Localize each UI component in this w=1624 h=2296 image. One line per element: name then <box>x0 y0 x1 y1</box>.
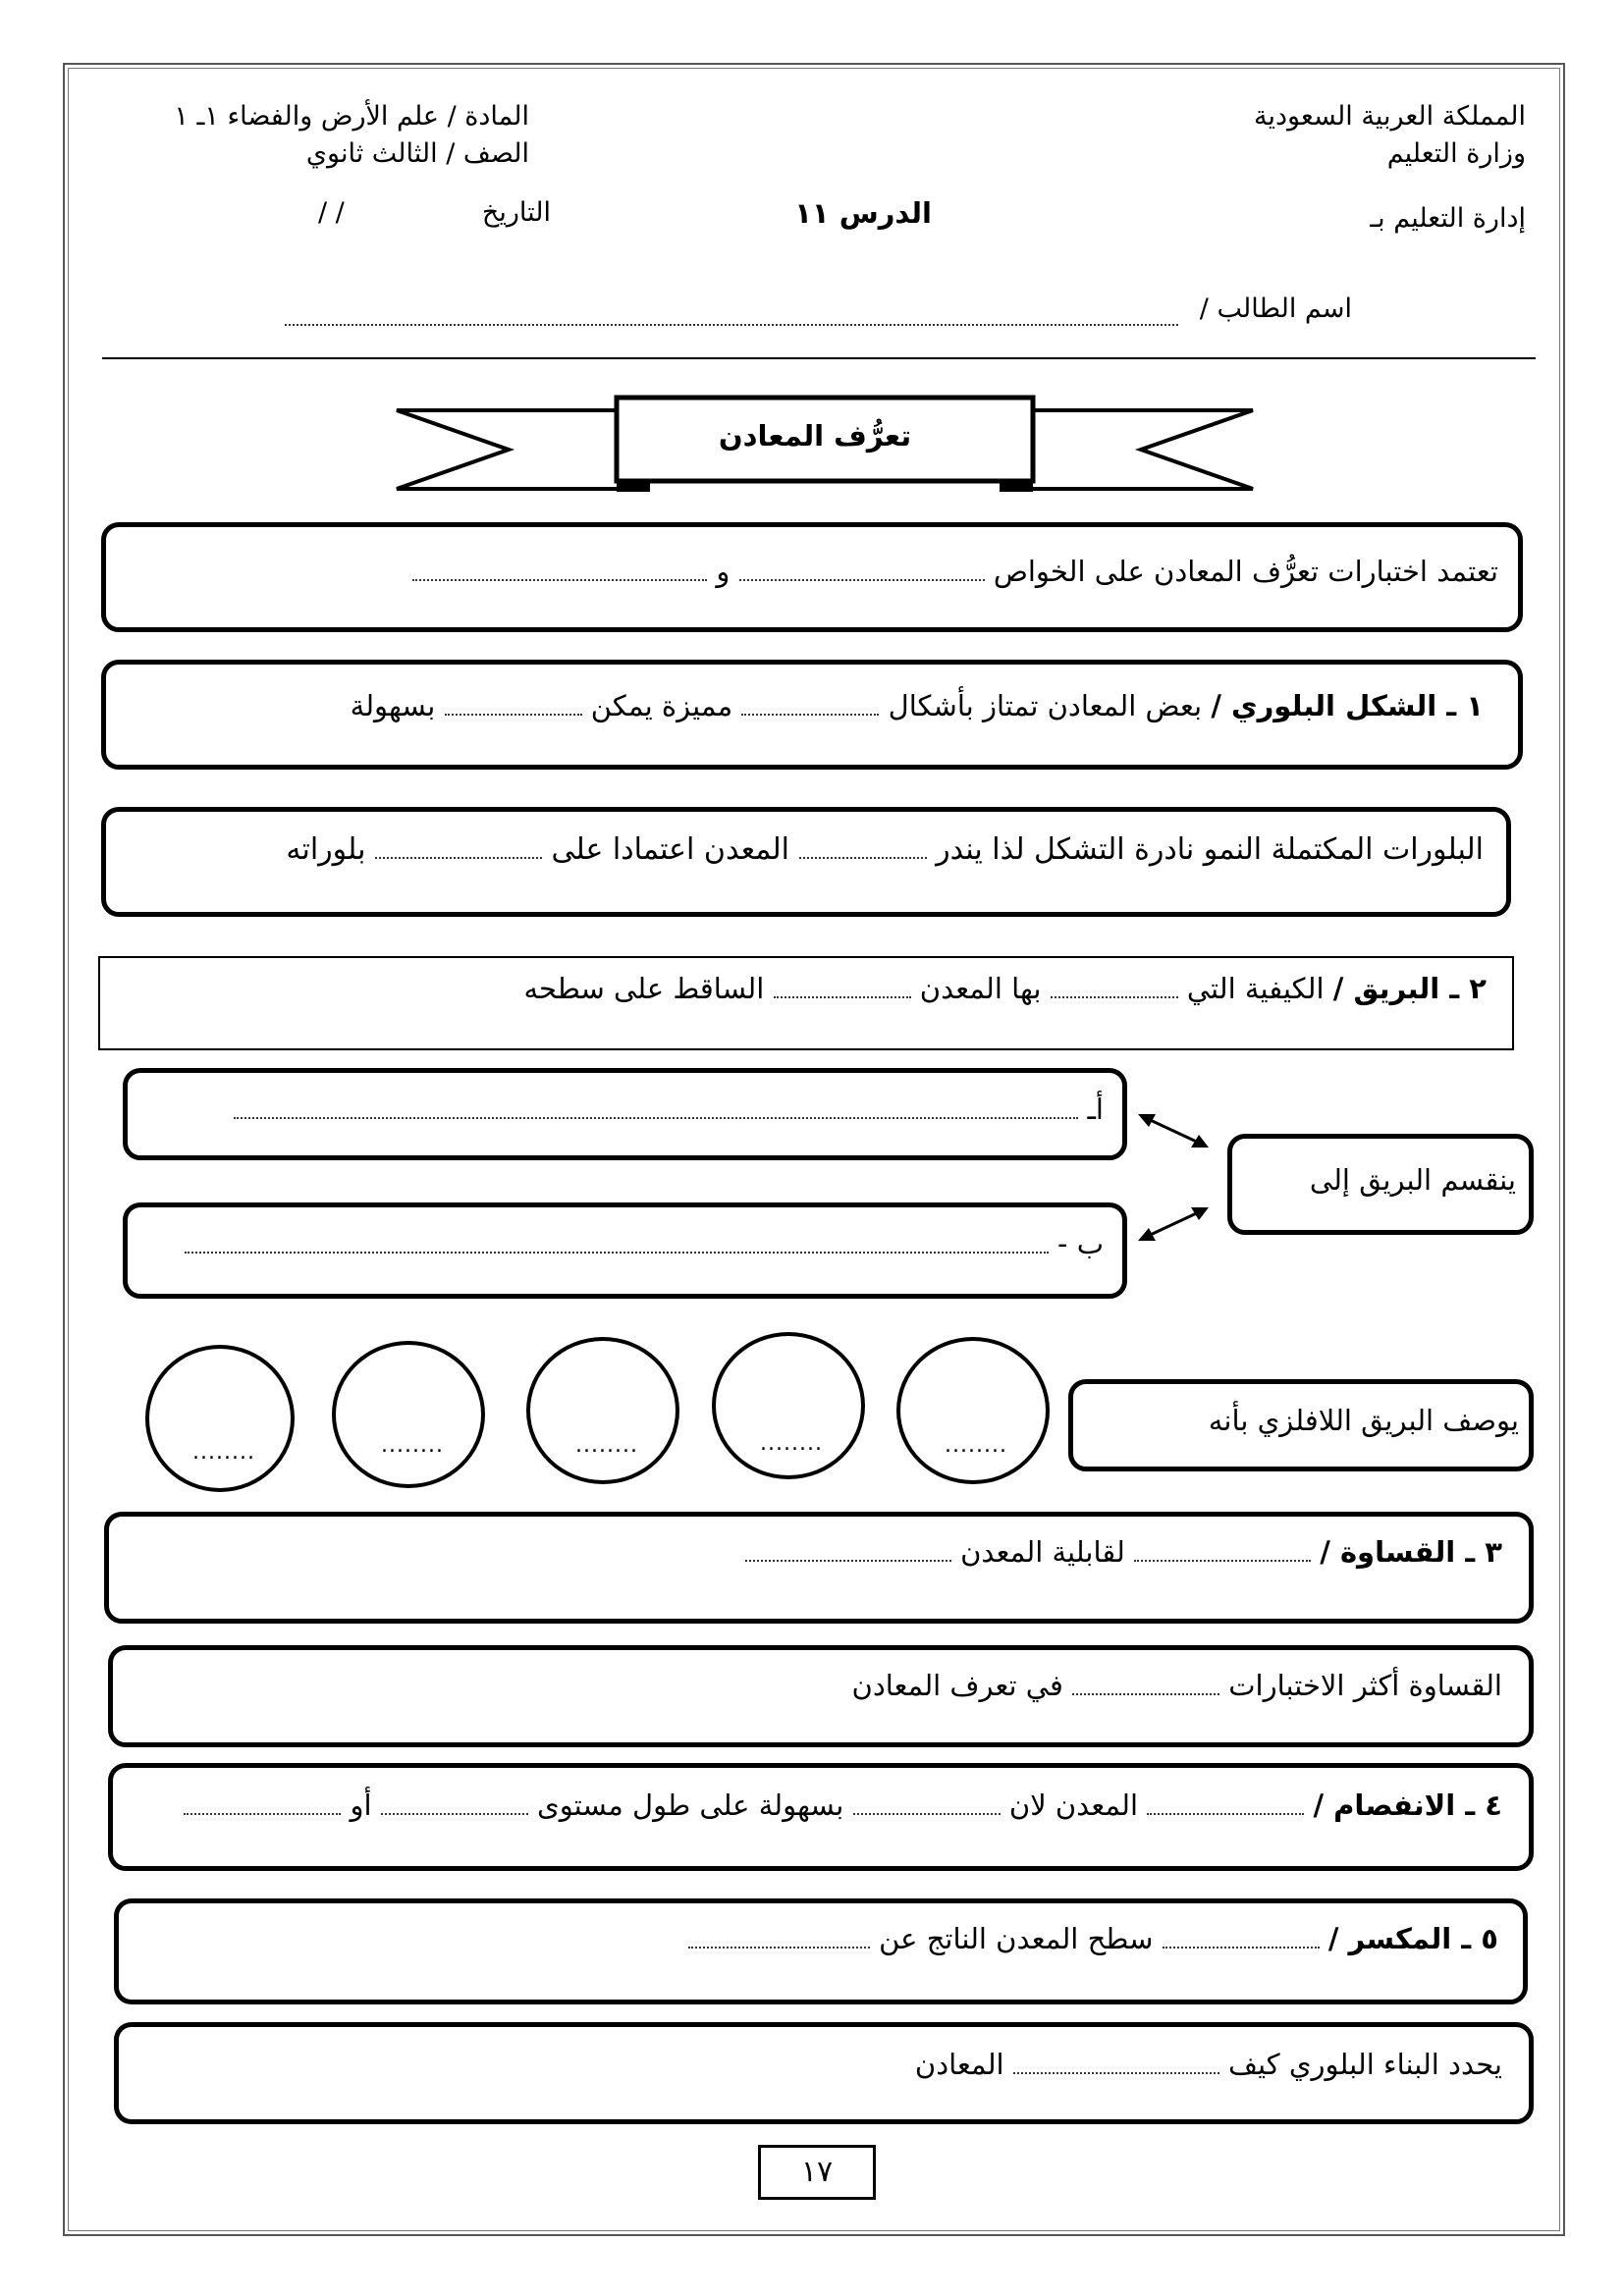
student-name-label: اسم الطالب / <box>1199 294 1352 324</box>
answer-circle[interactable] <box>712 1332 865 1479</box>
answer-circle[interactable] <box>145 1345 295 1492</box>
kingdom-name: المملكة العربية السعودية <box>1253 101 1526 132</box>
ministry-name: وزارة التعليم <box>1386 138 1526 169</box>
circle-blank: ........ <box>945 1433 1007 1458</box>
blank-field[interactable] <box>1013 2053 1219 2074</box>
blank-field[interactable] <box>381 1793 528 1815</box>
blank-field[interactable] <box>745 1540 951 1562</box>
blank-field[interactable] <box>1051 977 1178 998</box>
circle-blank: ........ <box>192 1440 255 1465</box>
hardness-note-sentence: القساوة أكثر الاختبارات في تعرف المعادن <box>851 1669 1502 1702</box>
blank-field[interactable] <box>1134 1540 1311 1562</box>
answer-circle[interactable] <box>896 1337 1050 1484</box>
date-label: التاريخ <box>481 197 551 228</box>
circle-blank: ........ <box>575 1433 638 1458</box>
blank-field[interactable] <box>688 1927 870 1949</box>
luster-option-a: أـ <box>234 1093 1104 1126</box>
grade-label: الصف / الثالث ثانوي <box>305 138 529 169</box>
answer-circle[interactable] <box>526 1337 679 1484</box>
fracture-sentence: ٥ ـ المكسر / سطح المعدن الناتج عن <box>688 1922 1498 1955</box>
double-arrow-icon <box>1134 1109 1213 1153</box>
crystal-note-sentence: البلورات المكتملة النمو نادرة التشكل لذا يندر المعدن اعتمادا على بلوراته <box>286 832 1484 867</box>
intro-sentence: تعتمد اختبارات تعرُّف المعادن على الخواص و <box>412 555 1498 588</box>
lesson-number: الدرس ١١ <box>794 196 932 230</box>
blank-field[interactable] <box>774 977 911 998</box>
blank-field[interactable] <box>445 694 582 716</box>
header-divider <box>102 357 1536 359</box>
answer-circle[interactable] <box>332 1341 485 1488</box>
blank-field[interactable] <box>234 1097 1078 1119</box>
blank-field[interactable] <box>853 1793 1001 1815</box>
blank-field[interactable] <box>375 837 542 859</box>
page-title: تعرُّف المعادن <box>718 419 912 453</box>
blank-field[interactable] <box>1163 1927 1320 1949</box>
double-arrow-icon <box>1134 1202 1213 1247</box>
circle-blank: ........ <box>760 1431 823 1456</box>
cleavage-sentence: ٤ ـ الانفصام / المعدن لان بسهولة على طول مستوى أو <box>184 1789 1502 1822</box>
blank-field[interactable] <box>185 1232 1049 1254</box>
blank-field[interactable] <box>741 694 879 716</box>
blank-field[interactable] <box>412 560 707 581</box>
nonmetallic-label: يوصف البريق اللافلزي بأنه <box>1208 1404 1519 1437</box>
hardness-sentence: ٣ ـ القساوة / لقابلية المعدن <box>745 1535 1502 1569</box>
luster-sentence: ٢ ـ البريق / الكيفية التي بها المعدن الساقط على سطحه <box>523 972 1487 1005</box>
page-number: ١٧ <box>758 2145 876 2200</box>
student-name-field[interactable] <box>285 304 1178 326</box>
blank-field[interactable] <box>1147 1793 1304 1815</box>
crystal-shape-sentence: ١ ـ الشكل البلوري / بعض المعادن تمتاز بأشكال مميزة يمكن بسهولة <box>350 689 1484 722</box>
date-slashes: / / <box>318 197 345 228</box>
subject-label: المادة / علم الأرض والفضاء ١ـ ١ <box>174 101 529 132</box>
structure-sentence: يحدد البناء البلوري كيف المعادن <box>914 2048 1502 2081</box>
blank-field[interactable] <box>184 1793 341 1815</box>
blank-field[interactable] <box>799 837 927 859</box>
blank-field[interactable] <box>1072 1674 1219 1695</box>
circle-blank: ........ <box>381 1433 444 1458</box>
directorate-name: إدارة التعليم بـ <box>1370 203 1526 234</box>
luster-split-label: ينقسم البريق إلى <box>1309 1163 1516 1197</box>
luster-option-b: ب - <box>185 1227 1104 1260</box>
blank-field[interactable] <box>739 560 985 581</box>
